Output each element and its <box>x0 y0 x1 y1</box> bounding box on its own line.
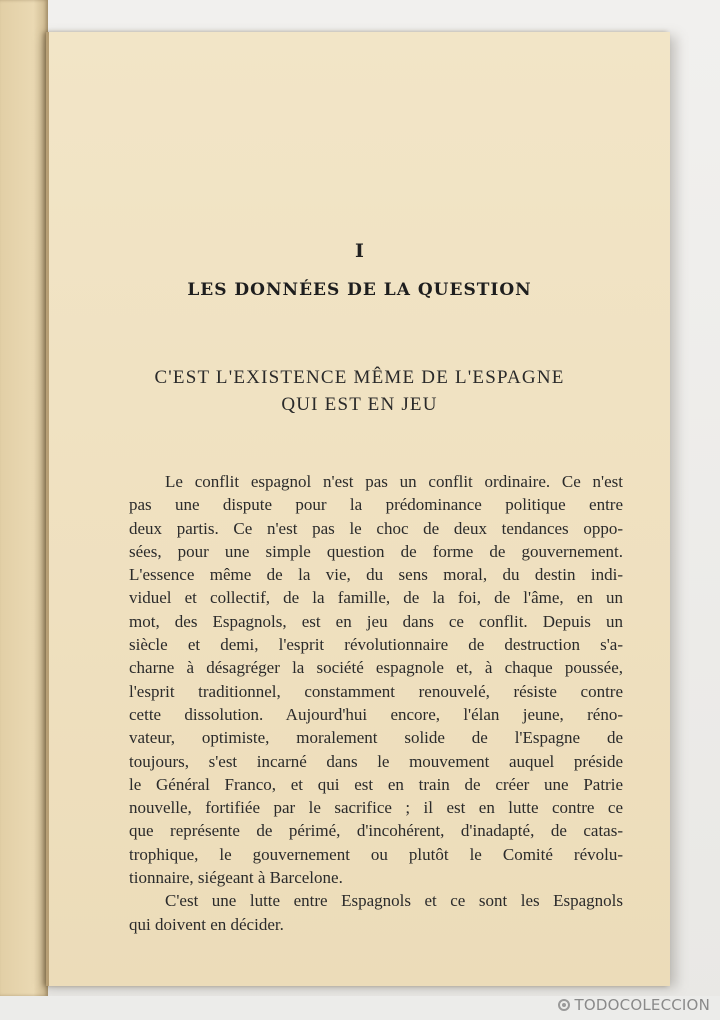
paragraph-line: vateur, optimiste, moralement solide de l'Espagne de <box>129 728 623 748</box>
paragraph-line: mot, des Espagnols, est en jeu dans ce conflit. Depuis un <box>129 611 623 631</box>
paragraph-line: pas une dispute pour la prédominance politique entre <box>129 495 623 515</box>
paragraph-line: charne à désagréger la société espagnole et, à chaque poussée, <box>129 658 623 678</box>
paragraph-line: siècle et demi, l'esprit révolutionnaire de destruction s'a- <box>129 635 623 655</box>
paragraph-line: trophique, le gouvernement ou plutôt le Comité révolu- <box>129 844 623 864</box>
chapter-number: I <box>355 240 364 262</box>
paragraph-line: L'essence même de la vie, du sens moral, du destin indi- <box>129 565 623 585</box>
paragraph-line: que représente de périmé, d'incohérent, d'inadapté, de catas- <box>129 821 623 841</box>
watermark-logo-icon <box>558 999 570 1011</box>
paragraph-line: l'esprit traditionnel, constamment renouvelé, résiste contre <box>129 681 623 701</box>
body-text <box>129 470 623 936</box>
paragraph-line: nouvelle, fortifiée par le sacrifice ; il est en lutte contre ce <box>129 798 623 818</box>
book-page <box>46 32 670 986</box>
paragraph-line: Le conflit espagnol n'est pas un conflit ordinaire. Ce n'est <box>165 472 623 491</box>
paragraph-line: cette dissolution. Aujourd'hui encore, l'élan jeune, réno- <box>129 704 623 724</box>
paragraph-line: toujours, s'est incarné dans le mouvement auquel préside <box>129 751 623 771</box>
watermark <box>558 996 710 1014</box>
paragraph-line: qui doivent en décider. <box>129 914 284 934</box>
chapter-title: LES DONNÉES DE LA QUESTION <box>187 280 532 300</box>
section-title-line-1: C'EST L'EXISTENCE MÊME DE L'ESPAGNE <box>154 367 565 388</box>
section-title <box>49 364 670 418</box>
paragraph-line: le Général Franco, et qui est en train de créer une Patrie <box>129 774 623 794</box>
section-title-line-2: QUI EST EN JEU <box>281 394 438 415</box>
paragraph-line: tionnaire, siégeant à Barcelone. <box>129 868 343 888</box>
previous-page-edge <box>0 0 48 996</box>
paragraph-line: deux partis. Ce n'est pas le choc de deux tendances oppo- <box>129 518 623 538</box>
paragraph-line: C'est une lutte entre Espagnols et ce sont les Espagnols <box>165 891 623 911</box>
paragraph-line: viduel et collectif, de la famille, de la foi, de l'âme, en un <box>129 588 623 608</box>
watermark-text: TODOCOLECCION <box>574 996 710 1014</box>
paragraph-line: sées, pour une simple question de forme de gouvernement. <box>129 541 623 561</box>
